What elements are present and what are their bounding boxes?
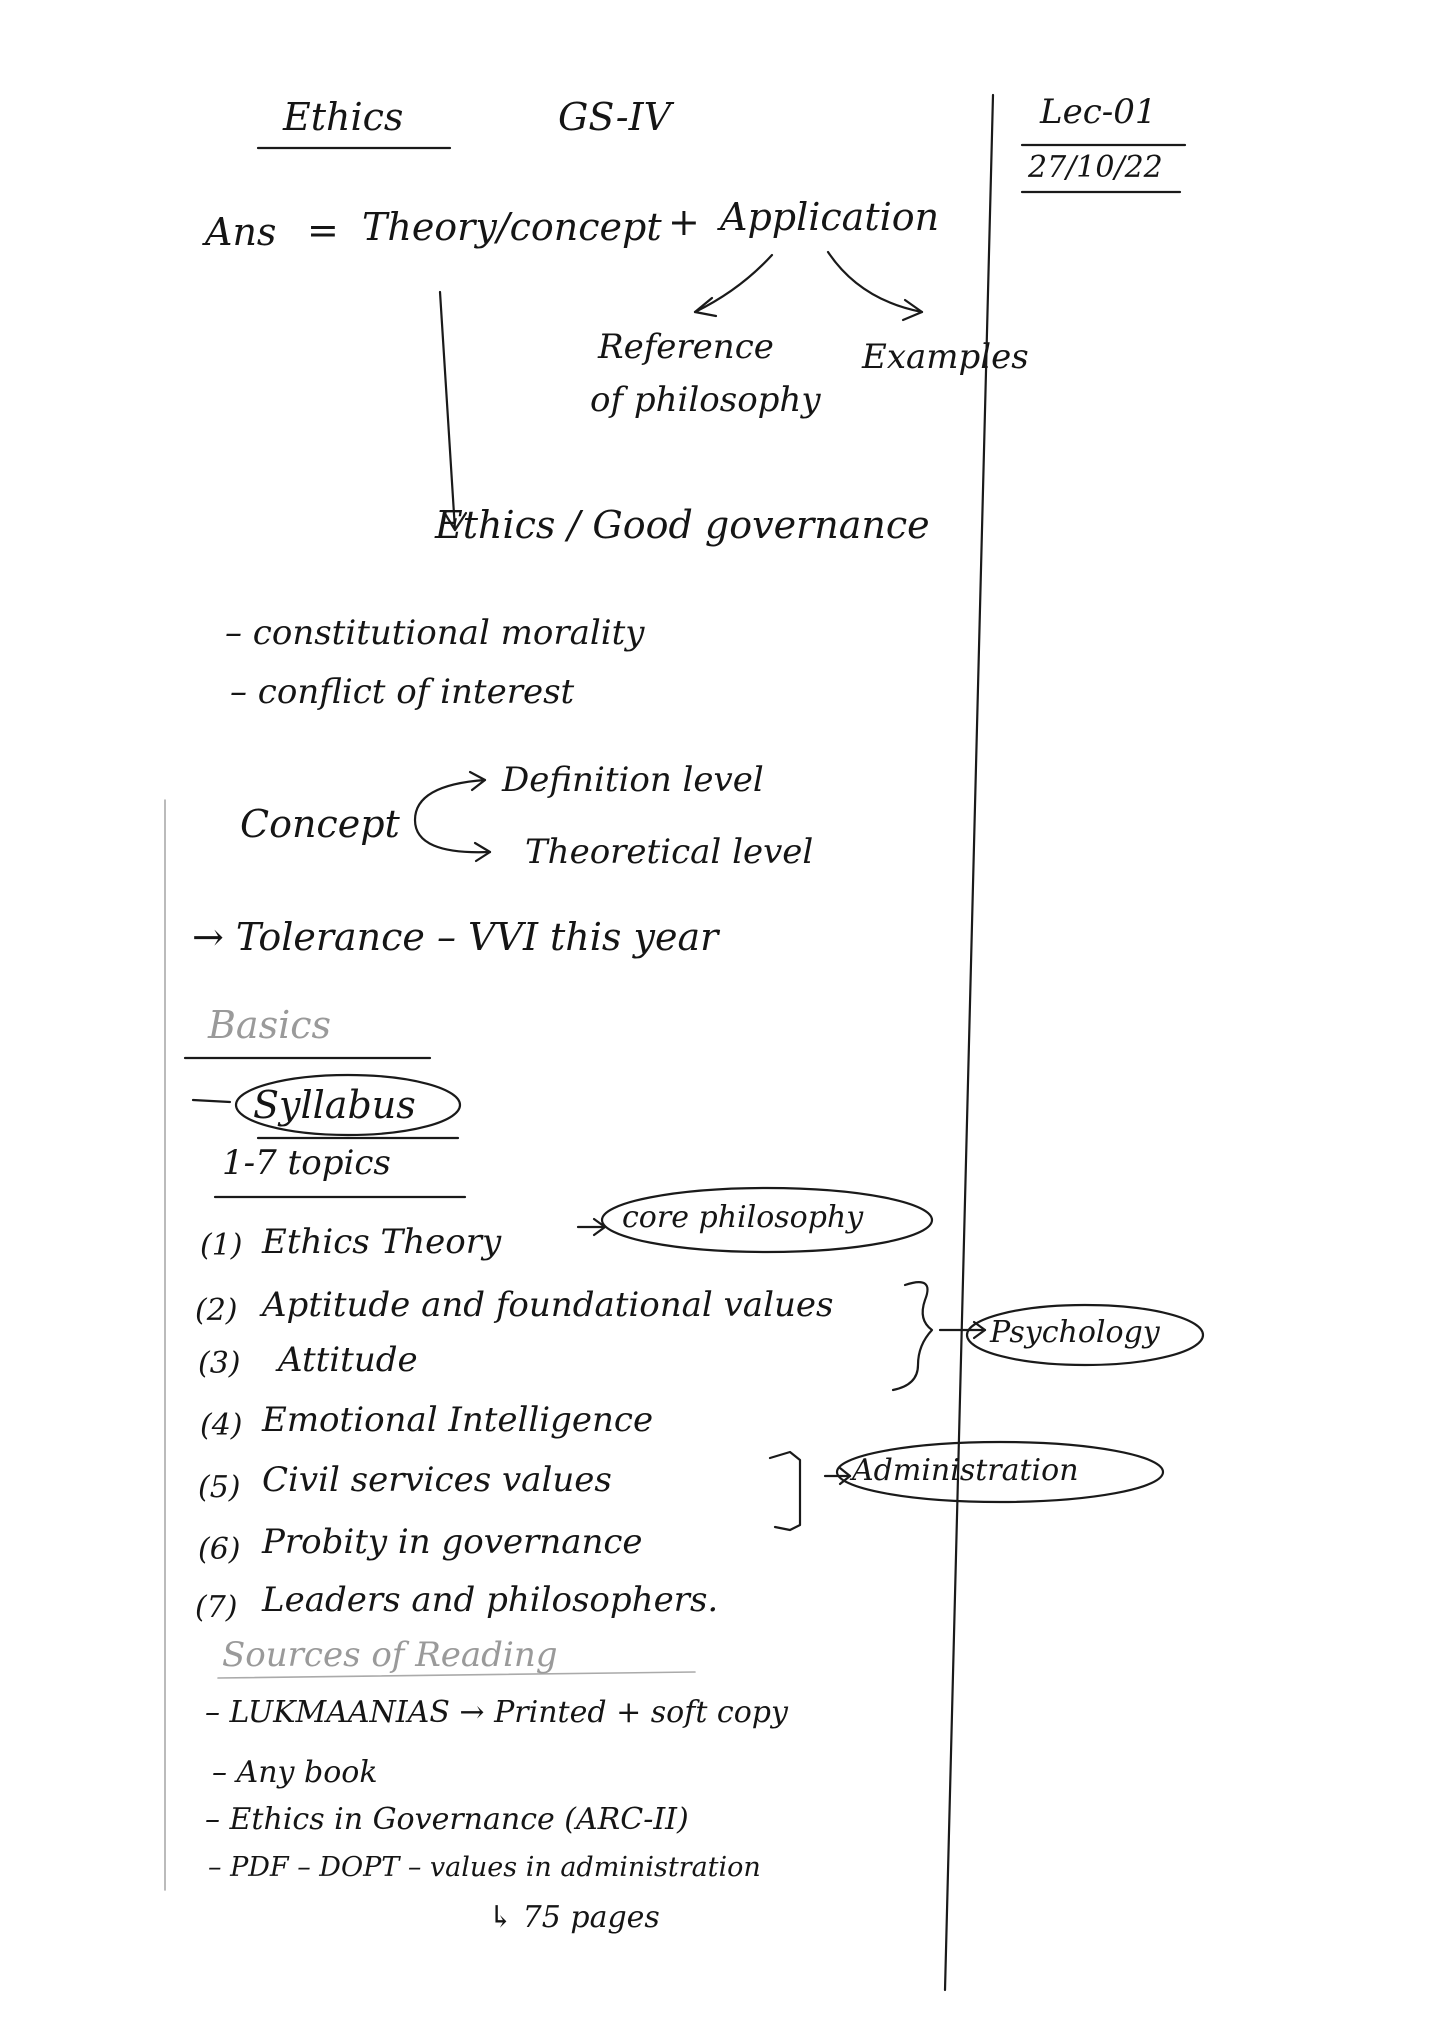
definition-level: Definition level — [502, 760, 764, 800]
topic-text: Ethics Theory — [262, 1222, 502, 1262]
source-item: – PDF – DOPT – values in administration — [208, 1852, 761, 1883]
psychology-label: Psychology — [990, 1315, 1160, 1350]
theory-concept: Theory/concept — [362, 205, 662, 249]
topic-number: (3) — [198, 1346, 241, 1381]
source-item: – Ethics in Governance (ARC-II) — [205, 1802, 689, 1837]
administration-brace — [770, 1452, 800, 1530]
tolerance-note: → Tolerance – VVI this year — [192, 915, 719, 959]
topic-number: (1) — [200, 1228, 243, 1263]
topic-text: Emotional Intelligence — [262, 1400, 654, 1440]
topics-heading: 1-7 topics — [222, 1143, 391, 1183]
down-arrow — [440, 292, 455, 530]
topic-number: (5) — [198, 1470, 241, 1505]
equals-sign: = — [307, 208, 339, 252]
point-constitutional-morality: – constitutional morality — [225, 613, 645, 653]
sources-heading: Sources of Reading — [222, 1635, 558, 1675]
source-item: – Any book — [212, 1755, 378, 1790]
ans-label: Ans — [205, 210, 277, 254]
concept-label: Concept — [240, 802, 400, 846]
application-label: Application — [720, 195, 940, 239]
topic-text: Attitude — [278, 1340, 418, 1380]
of-philosophy-label: of philosophy — [590, 380, 821, 420]
lecture-date: 27/10/22 — [1028, 150, 1163, 185]
topic-text: Probity in governance — [262, 1522, 643, 1562]
topic-number: (7) — [195, 1590, 238, 1625]
syllabus-label: Syllabus — [253, 1083, 416, 1127]
pages-note: ↳ 75 pages — [488, 1900, 660, 1935]
basics-heading: Basics — [208, 1003, 332, 1047]
core-philosophy-label: core philosophy — [622, 1200, 864, 1235]
topic-text: Leaders and philosophers. — [262, 1580, 719, 1620]
point-conflict-of-interest: – conflict of interest — [230, 672, 575, 712]
topic-number: (6) — [198, 1532, 241, 1567]
theoretical-level: Theoretical level — [525, 832, 814, 872]
psychology-brace — [893, 1282, 932, 1390]
topic-number: (2) — [195, 1293, 238, 1328]
plus-sign: + — [668, 200, 700, 244]
examples-label: Examples — [862, 337, 1029, 377]
arrow-to-examples — [828, 252, 922, 312]
administration-label: Administration — [852, 1453, 1079, 1488]
concept-branch — [415, 780, 490, 852]
topic-number: (4) — [200, 1408, 243, 1443]
lecture-number: Lec-01 — [1040, 92, 1157, 132]
subject-heading: Ethics — [283, 95, 404, 139]
arrow-to-reference — [695, 255, 772, 312]
ethics-good-governance: Ethics / Good governance — [435, 503, 930, 547]
margin-line — [945, 95, 993, 1990]
reference-label: Reference — [598, 327, 774, 367]
topic-text: Aptitude and foundational values — [262, 1285, 834, 1325]
source-item: – LUKMAANIAS → Printed + soft copy — [205, 1695, 788, 1730]
topic-text: Civil services values — [262, 1460, 612, 1500]
paper-label: GS-IV — [558, 95, 672, 139]
